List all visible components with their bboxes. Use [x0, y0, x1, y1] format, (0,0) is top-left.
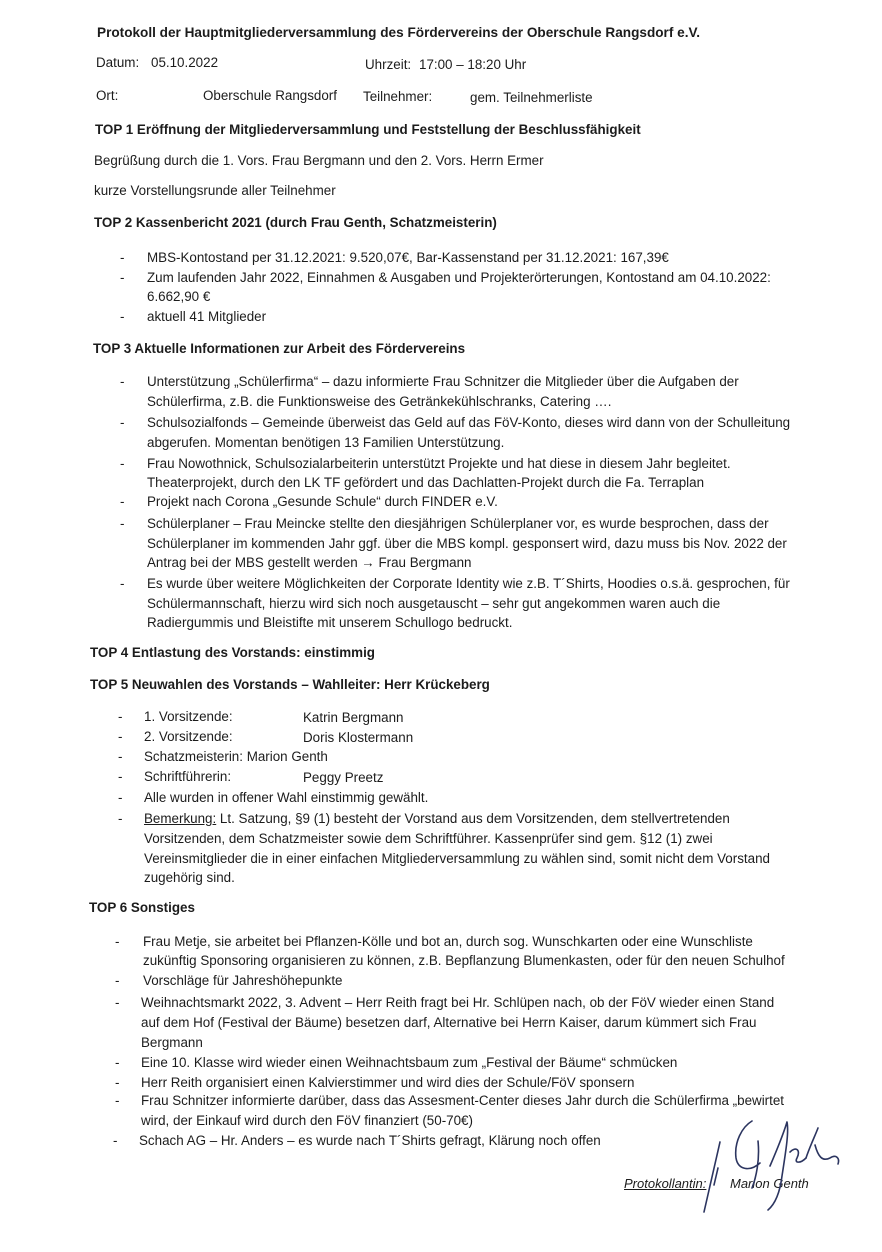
top3-item-5: Schülerplaner – Frau Meincke stellte den diesjährigen Schülerplaner vor, es wurde besprochen, dass der — [147, 516, 769, 531]
ort-value: Oberschule Rangsdorf — [203, 88, 337, 103]
list-dash: - — [120, 250, 125, 265]
list-dash: - — [115, 973, 120, 988]
wahl-ergebnis: Alle wurden in offener Wahl einstimmig gewählt. — [144, 790, 429, 805]
top2-item-1: MBS-Kontostand per 31.12.2021: 9.520,07€, Bar-Kassenstand per 31.12.2021: 167,39€ — [147, 250, 669, 265]
list-dash: - — [118, 729, 123, 744]
uhrzeit-label: Uhrzeit: — [365, 57, 412, 72]
top6-item-3: Weihnachtsmarkt 2022, 3. Advent – Herr Reith fragt bei Hr. Schlüpen nach, ob der FöV wieder einen Stand — [141, 995, 775, 1010]
protokollantin-label: Protokollantin: — [624, 1176, 707, 1191]
list-dash: - — [118, 709, 123, 724]
top3-item-5: Schülerplaner im kommenden Jahr ggf. über die MBS kompl. gesponsert wird, dazu muss bis Nov. 2022 der — [147, 536, 787, 551]
list-dash: - — [115, 934, 120, 949]
top3-item-2: Schulsozialfonds – Gemeinde überweist das Geld auf das FöV-Konto, dieses wird dann von der Schulleitung — [147, 415, 791, 430]
top2-item-2: Zum laufenden Jahr 2022, Einnahmen & Ausgaben und Projekterörterungen, Kontostand am 04.10.2022: — [147, 270, 771, 285]
top3-heading: TOP 3 Aktuelle Informationen zur Arbeit des Fördervereins — [93, 341, 466, 356]
top3-item-6: Radiergummis und Bleistifte mit unserem Schullogo bedruckt. — [147, 615, 513, 630]
top3-item-1: Unterstützung „Schülerfirma“ – dazu informierte Frau Schnitzer die Mitglieder über die Aufgaben der — [147, 374, 739, 389]
top6-item-6: Frau Schnitzer informierte darüber, dass das Assesment-Center dieses Jahr durch die Schülerfirma „bewirtet — [141, 1093, 785, 1108]
vorsitz2-label: 2. Vorsitzende: — [144, 729, 233, 744]
ort-label: Ort: — [96, 88, 119, 103]
bemerkung-line-2: Vorsitzenden, dem Schatzmeister sowie dem Schriftführer. Kassenprüfer sind gem. §12 (1) zwei — [144, 831, 713, 846]
list-dash: - — [115, 1093, 120, 1108]
schatzmeisterin: Schatzmeisterin: Marion Genth — [144, 749, 328, 764]
top6-item-3: Bergmann — [141, 1035, 203, 1050]
top2-heading: TOP 2 Kassenbericht 2021 (durch Frau Genth, Schatzmeisterin) — [94, 215, 497, 230]
bemerkung-line-4: zugehörig sind. — [144, 870, 235, 885]
uhrzeit-value: 17:00 – 18:20 Uhr — [419, 57, 527, 72]
top3-item-6: Es wurde über weitere Möglichkeiten der Corporate Identity wie z.B. T´Shirts, Hoodies o.s.ä. gesprochen, für — [147, 576, 790, 591]
top3-item-5: Antrag bei der MBS gestellt werden → Frau Bergmann — [147, 555, 472, 570]
top6-item-2: Vorschläge für Jahreshöhepunkte — [143, 973, 343, 988]
top3-item-6: Schülermannschaft, hierzu wird sich noch ausgetauscht – sehr gut angekommen waren auch die — [147, 596, 721, 611]
list-dash: - — [120, 270, 125, 285]
top1-text-2: kurze Vorstellungsrunde aller Teilnehmer — [94, 183, 336, 198]
vorsitz1-name: Katrin Bergmann — [303, 710, 404, 725]
top6-item-7: Schach AG – Hr. Anders – es wurde nach T´Shirts gefragt, Klärung noch offen — [139, 1133, 601, 1148]
list-dash: - — [120, 309, 125, 324]
bemerkung-line-3: Vereinsmitglieder die in einer einfachen Mitgliederversammlung zu wählen sind, somit nicht dem Vorstand — [144, 851, 770, 866]
protokollantin-name: Marion Genth — [730, 1176, 809, 1191]
vorsitz1-label: 1. Vorsitzende: — [144, 709, 233, 724]
top5-heading: TOP 5 Neuwahlen des Vorstands – Wahlleiter: Herr Krückeberg — [90, 677, 490, 692]
schriftfuehrerin-label: Schriftführerin: — [144, 769, 232, 784]
top3-item-4: Projekt nach Corona „Gesunde Schule“ durch FINDER e.V. — [147, 494, 498, 509]
top6-heading: TOP 6 Sonstiges — [89, 900, 195, 915]
list-dash: - — [118, 811, 123, 826]
top6-item-3: auf dem Hof (Festival der Bäume) besetzen darf, Alternative bei Herrn Kaiser, darum kümmert sich Frau — [141, 1015, 757, 1030]
bemerkung-line-1 — [144, 811, 730, 826]
list-dash: - — [115, 1075, 120, 1090]
list-dash: - — [113, 1133, 118, 1148]
list-dash: - — [120, 516, 125, 531]
top3-item-3: Frau Nowothnick, Schulsozialarbeiterin unterstützt Projekte und hat diese in diesem Jahr begleitet. — [147, 456, 731, 471]
document-title: Protokoll der Hauptmitgliederversammlung des Fördervereins der Oberschule Rangsdorf e.V. — [97, 25, 701, 40]
list-dash: - — [118, 749, 123, 764]
vorsitz2-name: Doris Klostermann — [303, 730, 414, 745]
list-dash: - — [115, 995, 120, 1010]
top1-heading: TOP 1 Eröffnung der Mitgliederversammlung und Feststellung der Beschlussfähigkeit — [95, 122, 641, 137]
list-dash: - — [120, 374, 125, 389]
top6-item-4: Eine 10. Klasse wird wieder einen Weihnachtsbaum zum „Festival der Bäume“ schmücken — [141, 1055, 678, 1070]
top2-item-3: aktuell 41 Mitglieder — [147, 309, 267, 324]
top3-item-3: Theaterprojekt, durch den LK TF gefördert und das Dachlatten-Projekt durch die Fa. Terraplan — [147, 475, 705, 490]
list-dash: - — [120, 456, 125, 471]
top6-item-6: wird, der Einkauf wird durch den FöV finanziert (50-70€) — [141, 1113, 473, 1128]
top6-item-5: Herr Reith organisiert einen Kalvierstimmer und wird dies der Schule/FöV sponsern — [141, 1075, 635, 1090]
top6-item-1: Frau Metje, sie arbeitet bei Pflanzen-Kölle und bot an, durch sog. Wunschkarten oder eine Wunschliste — [143, 934, 753, 949]
list-dash: - — [115, 1055, 120, 1070]
top3-item-1: Schülerfirma, z.B. die Funktionsweise des Getränkekühlschranks, Catering …. — [147, 394, 612, 409]
top3-item-2: abgerufen. Momentan benötigen 13 Familien Unterstützung. — [147, 435, 505, 450]
list-dash: - — [120, 494, 125, 509]
list-dash: - — [120, 576, 125, 591]
datum-value: 05.10.2022 — [151, 55, 219, 70]
top4-heading: TOP 4 Entlastung des Vorstands: einstimmig — [90, 645, 375, 660]
list-dash: - — [120, 415, 125, 430]
top2-item-2: 6.662,90 € — [147, 289, 211, 304]
teilnehmer-label: Teilnehmer: — [363, 89, 433, 104]
top6-item-1: zukünftig Sponsoring organisieren zu können, z.B. Bepflanzung Blumenkasten, oder für den neuen Schulhof — [143, 953, 785, 968]
top1-text-1: Begrüßung durch die 1. Vors. Frau Bergmann und den 2. Vors. Herrn Ermer — [94, 153, 544, 168]
datum-label: Datum: — [96, 55, 140, 70]
list-dash: - — [118, 769, 123, 784]
bemerkung-label: Bemerkung: — [144, 811, 217, 826]
list-dash: - — [118, 790, 123, 805]
teilnehmer-value: gem. Teilnehmerliste — [470, 90, 593, 105]
schriftfuehrerin-name: Peggy Preetz — [303, 770, 384, 785]
bemerkung-text: Lt. Satzung, §9 (1) besteht der Vorstand aus dem Vorsitzenden, dem stellvertretenden — [216, 811, 730, 826]
